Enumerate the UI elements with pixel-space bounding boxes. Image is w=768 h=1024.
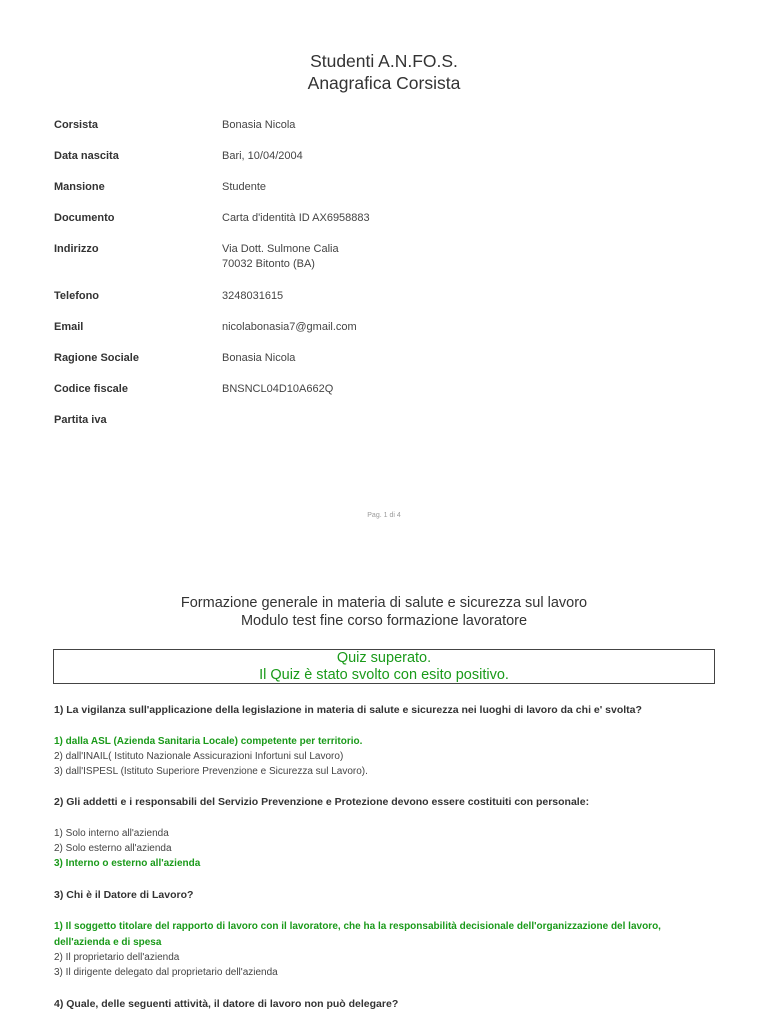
info-value: Carta d'identità ID AX6958883 xyxy=(222,212,370,224)
section-title-line-1: Formazione generale in materia di salute e sicurezza sul lavoro xyxy=(180,595,588,611)
answer-3-1: 1) Il soggetto titolare del rapporto di lavoro con il lavoratore, che ha la responsabilità decisionale dell'organizzazione del lavoro, dell'azienda e di spesa xyxy=(54,921,661,948)
answer-3-2: 2) Il proprietario dell'azienda xyxy=(54,952,180,963)
title-line-1: Studenti A.N.FO.S. xyxy=(310,51,458,71)
result-line-1: Quiz superato. xyxy=(336,650,432,666)
info-label: Codice fiscale xyxy=(54,383,128,395)
answer-1-1: 1) dalla ASL (Azienda Sanitaria Locale) competente per territorio. xyxy=(54,736,363,747)
info-label: Telefono xyxy=(54,290,100,302)
question-4: 4) Quale, delle seguenti attività, il datore di lavoro non può delegare? xyxy=(54,998,399,1010)
info-value: Via Dott. Sulmone Calia 70032 Bitonto (BA) xyxy=(222,243,339,270)
title-line-2: Anagrafica Corsista xyxy=(307,73,461,93)
answer-1-2: 2) dall'INAIL( Istituto Nazionale Assicurazioni Infortuni sul Lavoro) xyxy=(54,751,344,762)
question-3: 3) Chi è il Datore di Lavoro? xyxy=(54,889,194,901)
section-title xyxy=(0,594,768,630)
info-label: Mansione xyxy=(54,181,105,193)
answer-1-3: 3) dall'ISPESL (Istituto Superiore Prevenzione e Sicurezza sul Lavoro). xyxy=(54,766,368,777)
info-label: Indirizzo xyxy=(54,243,99,255)
info-value: nicolabonasia7@gmail.com xyxy=(222,321,357,333)
answer-2-3: 3) Interno o esterno all'azienda xyxy=(54,858,201,869)
info-value: Bari, 10/04/2004 xyxy=(222,150,303,162)
question-2: 2) Gli addetti e i responsabili del Servizio Prevenzione e Protezione devono essere costituiti con personale: xyxy=(54,796,590,808)
quiz-result-box xyxy=(53,649,715,684)
page-number: Pag. 1 di 4 xyxy=(367,512,401,519)
info-label: Partita iva xyxy=(54,414,107,426)
info-label: Corsista xyxy=(54,119,99,131)
page-title xyxy=(0,50,768,94)
section-title-line-2: Modulo test fine corso formazione lavoratore xyxy=(240,613,528,629)
info-value: Studente xyxy=(222,181,267,193)
answer-3-3: 3) Il dirigente delegato dal proprietario dell'azienda xyxy=(54,967,278,978)
info-value: 3248031615 xyxy=(222,290,284,302)
info-label: Data nascita xyxy=(54,150,119,162)
answer-2-2: 2) Solo esterno all'azienda xyxy=(54,843,172,854)
info-label: Email xyxy=(54,321,84,333)
info-value: Bonasia Nicola xyxy=(222,352,296,364)
result-line-2: Il Quiz è stato svolto con esito positivo. xyxy=(259,667,509,683)
info-label: Ragione Sociale xyxy=(54,352,139,364)
info-label: Documento xyxy=(54,212,115,224)
answer-2-1: 1) Solo interno all'azienda xyxy=(54,828,169,839)
info-value: Bonasia Nicola xyxy=(222,119,296,131)
info-value: BNSNCL04D10A662Q xyxy=(222,383,334,395)
question-1: 1) La vigilanza sull'applicazione della legislazione in materia di salute e sicurezza nei luoghi di lavoro da chi e' svolta? xyxy=(54,704,642,716)
